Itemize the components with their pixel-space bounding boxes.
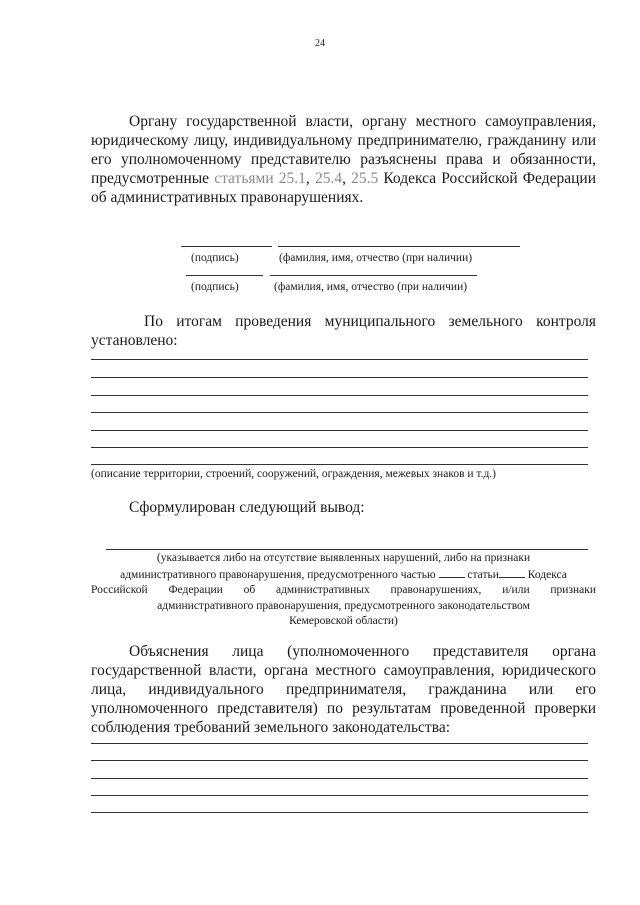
- link-separator: ,: [305, 170, 315, 187]
- signature-caption-2: (подпись): [191, 281, 239, 293]
- results-line-2: [91, 377, 588, 378]
- conclusion-note-line-2: [91, 567, 596, 584]
- conclusion-note-line-3: Российской Федерации об административных правонарушениях, и/или признаки: [91, 584, 596, 596]
- conclusion-note: [91, 551, 596, 630]
- page-number: 24: [315, 38, 325, 49]
- territory-caption: (описание территории, строений, сооружений, ограждения, межевых знаков и т.д.): [91, 468, 496, 480]
- rights-paragraph: [91, 112, 596, 207]
- conclusion-note-line-4: административного правонарушения, предусмотренного законодательством: [157, 599, 530, 612]
- name-line-2: [270, 275, 477, 276]
- note-part-c: Кодекса: [527, 568, 567, 581]
- results-line-6: [91, 447, 588, 448]
- article-blank: [499, 567, 525, 578]
- results-line-4: [91, 412, 588, 413]
- signature-line-1: [181, 246, 272, 247]
- explanations-line-1: [91, 743, 588, 744]
- explanations-line-3: [91, 778, 588, 779]
- explanations-line-4: [91, 795, 588, 796]
- article-link-25-4[interactable]: 25.4: [314, 170, 343, 187]
- results-line-1: [91, 359, 588, 360]
- rights-text-before: Органу государственной власти, органу местного самоуправления, юридическому лицу, индивидуальному предпринимателю, гражданину или его уполномоченному представителю разъяснены права и обязанности, предусмотренные: [91, 113, 596, 187]
- name-caption-2: (фамилия, имя, отчество (при наличии): [274, 281, 468, 293]
- article-link-25-5[interactable]: 25.5: [351, 170, 379, 187]
- results-line-3: [91, 395, 588, 396]
- rights-text-after: Кодекса Российской Федерации об административных правонарушениях.: [91, 170, 596, 206]
- conclusion-note-line-1: (указывается либо на отсутствие выявленных нарушений, либо на признаки: [156, 552, 531, 564]
- name-caption-1: (фамилия, имя, отчество (при наличии): [279, 252, 473, 264]
- explanations-line-2: [91, 760, 588, 761]
- explanations-line-5: [91, 812, 588, 813]
- conclusion-line: [106, 549, 588, 550]
- signature-line-2: [186, 275, 263, 276]
- part-blank: [439, 567, 465, 578]
- conclusion-note-line-5: Кемеровской области): [289, 615, 398, 627]
- link-separator: ,: [342, 170, 352, 187]
- explanations-paragraph: Объяснения лица (уполномоченного представителя органа государственной власти, органа местного самоуправления, юридического лица, индивидуального предпринимателя, гражданина или его уполномоченного представителя) по результатам проведенной проверки соблюдения требований земельного законодательства:: [91, 643, 596, 736]
- note-part-a: административного правонарушения, предусмотренного частью: [120, 568, 436, 581]
- results-line-5: [91, 430, 588, 431]
- results-heading: По итогам проведения муниципального земельного контроля установлено:: [91, 313, 596, 349]
- name-line-1: [278, 246, 520, 247]
- conclusion-heading: Сформулирован следующий вывод:: [129, 499, 365, 516]
- note-part-b: статьи: [467, 568, 499, 581]
- signature-caption-1: (подпись): [191, 252, 239, 264]
- article-link-25-1[interactable]: статьями 25.1: [214, 170, 306, 187]
- results-line-7: [91, 464, 588, 465]
